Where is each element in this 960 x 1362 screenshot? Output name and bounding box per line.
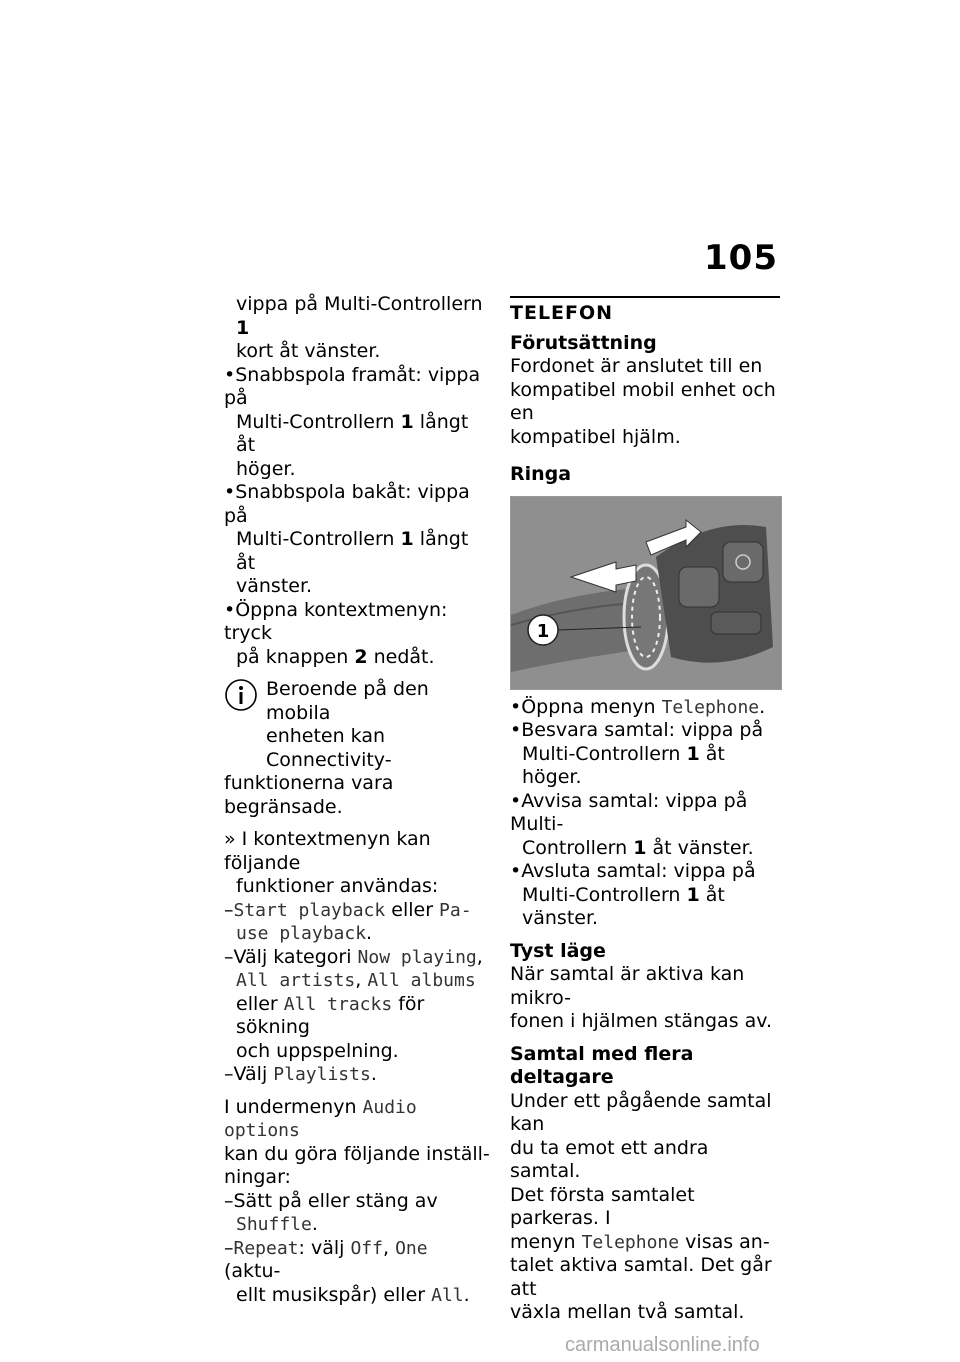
conference-heading: Samtal med flera deltagare [510, 1042, 694, 1088]
text-line [510, 790, 780, 837]
text-line [224, 1166, 490, 1190]
mute-line: När samtal är aktiva kan mikro- [510, 963, 745, 1009]
info-line: enheten kan Connectivity- [266, 725, 392, 771]
text-line [510, 837, 780, 861]
text-line [224, 1190, 490, 1214]
text-line [510, 1137, 780, 1184]
text-run: . [366, 922, 373, 944]
menu-term: All albums [367, 970, 476, 991]
text-run: åt vänster. [646, 836, 754, 859]
text-line [510, 696, 780, 720]
prereq-line: kompatibel mobil enhet och en [510, 378, 776, 424]
text-run: visas an- [679, 1230, 770, 1253]
text-run: du ta emot ett andra samtal. [510, 1136, 709, 1182]
callout-number: 1 [400, 528, 414, 550]
text-run: åt höger. [522, 742, 725, 788]
text-run: nedåt. [367, 645, 435, 668]
text-line [510, 1301, 780, 1325]
text-line [510, 1184, 780, 1231]
info-line: funktionerna vara begränsade. [224, 772, 394, 818]
text-run: eller [385, 898, 440, 921]
call-heading: Ringa [510, 463, 572, 485]
text-line [510, 884, 780, 931]
page-number: 105 [704, 238, 778, 278]
text-run: eller [236, 992, 284, 1015]
callout-number: 1 [236, 316, 250, 339]
menu-term: Now playing [357, 946, 477, 968]
text-run: Snabbspola bakåt: vippa på [224, 481, 470, 527]
text-run: Snabbspola framåt: vippa på [224, 363, 481, 409]
text-run: . [759, 695, 766, 718]
text-run: Multi-Controllern [522, 883, 687, 906]
watermark-footer: carmanualsonline.info [565, 1334, 760, 1356]
text-run: höger. [236, 457, 296, 480]
text-run: och uppspelning. [236, 1039, 399, 1062]
mute-heading: Tyst läge [510, 939, 606, 962]
text-run: funktioner användas: [236, 875, 439, 897]
menu-term: Audio options [224, 1096, 417, 1141]
text-run: ningar: [224, 1166, 291, 1188]
text-line [224, 293, 490, 340]
text-run: , [355, 969, 368, 991]
info-note [224, 678, 490, 772]
text-run: kan du göra följande inställ- [224, 1142, 490, 1165]
text-line [224, 458, 490, 482]
text-run: åt vänster. [522, 883, 725, 929]
text-run: Öppna menyn [521, 695, 662, 718]
handlebar-photo [510, 496, 782, 690]
text-run: växla mellan två samtal. [510, 1301, 745, 1323]
context-menu-list [224, 828, 490, 1087]
text-run: Under ett pågående samtal kan [510, 1089, 772, 1135]
callout-number: 1 [686, 883, 700, 906]
handlebar-illustration [511, 497, 781, 689]
text-run: Sätt på eller stäng av [233, 1189, 438, 1212]
text-line [224, 828, 490, 875]
text-line [224, 528, 490, 575]
callout-number: 1 [633, 836, 647, 859]
text-line [224, 575, 490, 599]
text-line [510, 719, 780, 743]
text-run: I undermenyn [224, 1095, 363, 1118]
callout-number: 1 [686, 742, 700, 765]
text-run: vänster. [236, 575, 313, 597]
text-run: vippa på Multi-Controllern [236, 293, 483, 315]
text-run: : välj [298, 1236, 351, 1259]
text-line [224, 946, 490, 970]
text-line [224, 1063, 490, 1087]
text-line [224, 1040, 490, 1064]
prereq-line: kompatibel hjälm. [510, 425, 681, 448]
text-line [510, 1090, 780, 1137]
text-line [224, 899, 490, 923]
callout-number: 2 [354, 645, 368, 668]
text-line [224, 875, 490, 899]
text-run: kort åt vänster. [236, 340, 381, 362]
menu-term: Start playback [233, 899, 386, 921]
text-run: Avvisa samtal: vippa på Multi- [510, 789, 748, 835]
text-run: långt åt [236, 528, 469, 574]
text-line [224, 1284, 490, 1308]
text-line [224, 364, 490, 411]
text-line [510, 1254, 780, 1301]
info-icon [224, 678, 258, 712]
audio-options-list [224, 1096, 490, 1308]
menu-term: Repeat [233, 1237, 299, 1259]
text-run: Det första samtalet parkeras. I [510, 1183, 695, 1229]
section-title: TELEFON [510, 296, 780, 326]
media-controls-list [224, 293, 490, 669]
menu-term: Shuffle [236, 1214, 312, 1235]
text-line [510, 1231, 780, 1255]
text-line [224, 993, 490, 1040]
text-run: Öppna kontextmenyn: tryck [224, 598, 448, 644]
text-line [224, 1143, 490, 1167]
text-line [224, 646, 490, 670]
menu-term: Telephone [661, 696, 760, 718]
prereq-heading: Förutsättning [510, 331, 657, 354]
text-run: på knappen [236, 645, 355, 668]
menu-term: Playlists [273, 1064, 371, 1085]
text-run: . [463, 1283, 470, 1306]
callout-number: 1 [400, 410, 414, 433]
call-actions-list [510, 696, 780, 931]
text-run: talet aktiva samtal. Det går att [510, 1254, 772, 1300]
text-line [224, 922, 490, 946]
text-run: långt åt [236, 410, 469, 456]
photo-callout-1: 1 [536, 620, 550, 642]
text-run: Multi-Controllern [522, 742, 687, 765]
right-column [510, 296, 780, 1325]
menu-term: Off [350, 1237, 383, 1259]
text-run: Controllern [522, 836, 634, 859]
text-run: » I kontextmenyn kan följande [224, 828, 431, 874]
text-run: Avsluta samtal: vippa på [521, 860, 756, 882]
menu-term: Telephone [581, 1231, 680, 1253]
menu-term: All artists [236, 970, 356, 991]
text-run: ellt musikspår) eller [236, 1283, 432, 1306]
text-run: , [476, 945, 483, 968]
text-line [224, 1237, 490, 1284]
conference-text [510, 1090, 780, 1325]
text-line [510, 743, 780, 790]
prereq-line: Fordonet är anslutet till en [510, 355, 763, 377]
menu-term: Pa- [439, 899, 472, 921]
text-run: för sökning [236, 992, 425, 1038]
text-line [224, 1213, 490, 1237]
text-line [224, 599, 490, 646]
mute-line: fonen i hjälmen stängas av. [510, 1010, 773, 1032]
text-run: Välj kategori [233, 945, 358, 968]
text-run: menyn [510, 1230, 582, 1253]
text-run: Multi-Controllern [236, 410, 401, 433]
text-run: . [311, 1213, 318, 1235]
text-run: (aktu- [224, 1260, 281, 1282]
info-line: Beroende på den mobila [266, 678, 429, 724]
text-run: Besvara samtal: vippa på [521, 719, 764, 741]
menu-term: All tracks [283, 993, 393, 1015]
text-run: . [370, 1063, 377, 1085]
text-line [224, 969, 490, 993]
menu-term: use playback [236, 923, 367, 944]
menu-term: One [395, 1237, 428, 1259]
text-line [224, 411, 490, 458]
left-column [224, 293, 490, 1307]
text-line [510, 860, 780, 884]
text-line [224, 1096, 490, 1143]
text-line [224, 340, 490, 364]
text-run: Välj [233, 1063, 274, 1085]
text-run: Multi-Controllern [236, 528, 401, 550]
menu-term: All [431, 1284, 464, 1306]
text-run: , [382, 1236, 396, 1259]
text-line [224, 481, 490, 528]
